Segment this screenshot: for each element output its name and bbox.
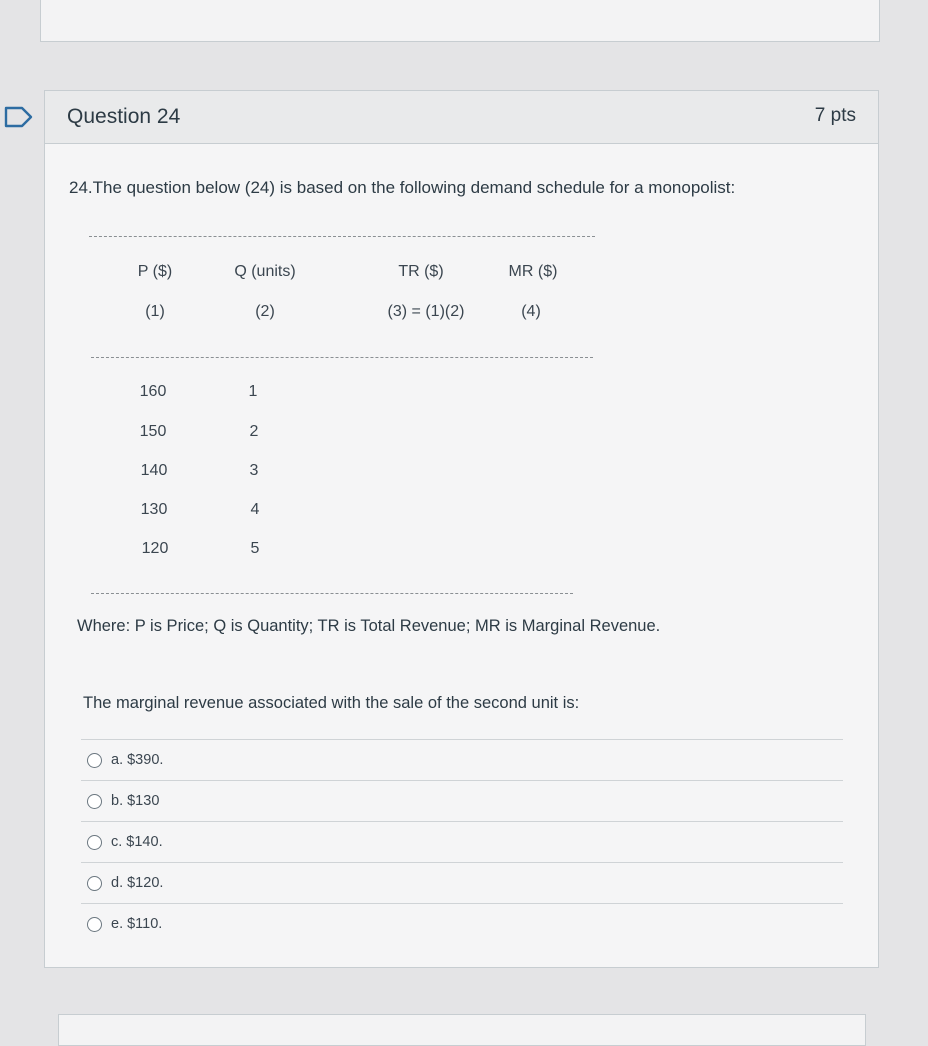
radio-icon[interactable] (87, 876, 102, 891)
answer-option-e[interactable] (81, 903, 843, 944)
cell-quantity: 4 (250, 501, 260, 518)
answer-option-c[interactable] (81, 821, 843, 862)
question-card (44, 90, 879, 968)
question-title: Question 24 (67, 105, 181, 128)
subheader-marginal-revenue: (4) (521, 303, 541, 320)
question-header (45, 91, 878, 144)
answer-label: c. $140. (111, 834, 163, 850)
header-price: P ($) (137, 263, 173, 280)
table-divider-bottom (91, 593, 573, 594)
cell-price: 140 (140, 462, 168, 479)
subheader-total-revenue: (3) = (1)(2) (387, 303, 465, 320)
subheader-price: (1) (145, 303, 165, 320)
radio-icon[interactable] (87, 753, 102, 768)
answer-label: a. $390. (111, 752, 164, 768)
cell-price: 160 (139, 383, 167, 400)
legend-text: Where: P is Price; Q is Quantity; TR is Total Revenue; MR is Marginal Revenue. (77, 617, 661, 635)
answer-list (81, 739, 843, 944)
table-divider-top (89, 236, 595, 237)
header-quantity: Q (units) (234, 263, 296, 280)
answer-option-a[interactable] (81, 739, 843, 780)
cell-quantity: 5 (250, 540, 260, 557)
radio-icon[interactable] (87, 794, 102, 809)
radio-icon[interactable] (87, 917, 102, 932)
previous-question-card (40, 0, 880, 42)
cell-quantity: 3 (249, 462, 259, 479)
header-marginal-revenue: MR ($) (508, 263, 558, 280)
answer-label: b. $130 (111, 793, 160, 809)
cell-price: 150 (139, 423, 167, 440)
answer-label: d. $120. (111, 875, 164, 891)
question-points: 7 pts (814, 105, 856, 126)
cell-price: 120 (141, 540, 169, 557)
answer-option-d[interactable] (81, 862, 843, 903)
table-divider-header (91, 357, 593, 358)
answer-label: e. $110. (111, 916, 163, 932)
radio-icon[interactable] (87, 835, 102, 850)
question-stem: The marginal revenue associated with the sale of the second unit is: (83, 694, 580, 712)
answer-option-b[interactable] (81, 780, 843, 821)
flag-question-icon[interactable] (4, 106, 34, 128)
question-intro: 24.The question below (24) is based on the following demand schedule for a monopolist: (69, 178, 736, 197)
cell-quantity: 1 (248, 383, 258, 400)
cell-quantity: 2 (249, 423, 259, 440)
header-total-revenue: TR ($) (398, 263, 444, 280)
cell-price: 130 (140, 501, 168, 518)
next-question-card (58, 1014, 866, 1046)
subheader-quantity: (2) (255, 303, 275, 320)
